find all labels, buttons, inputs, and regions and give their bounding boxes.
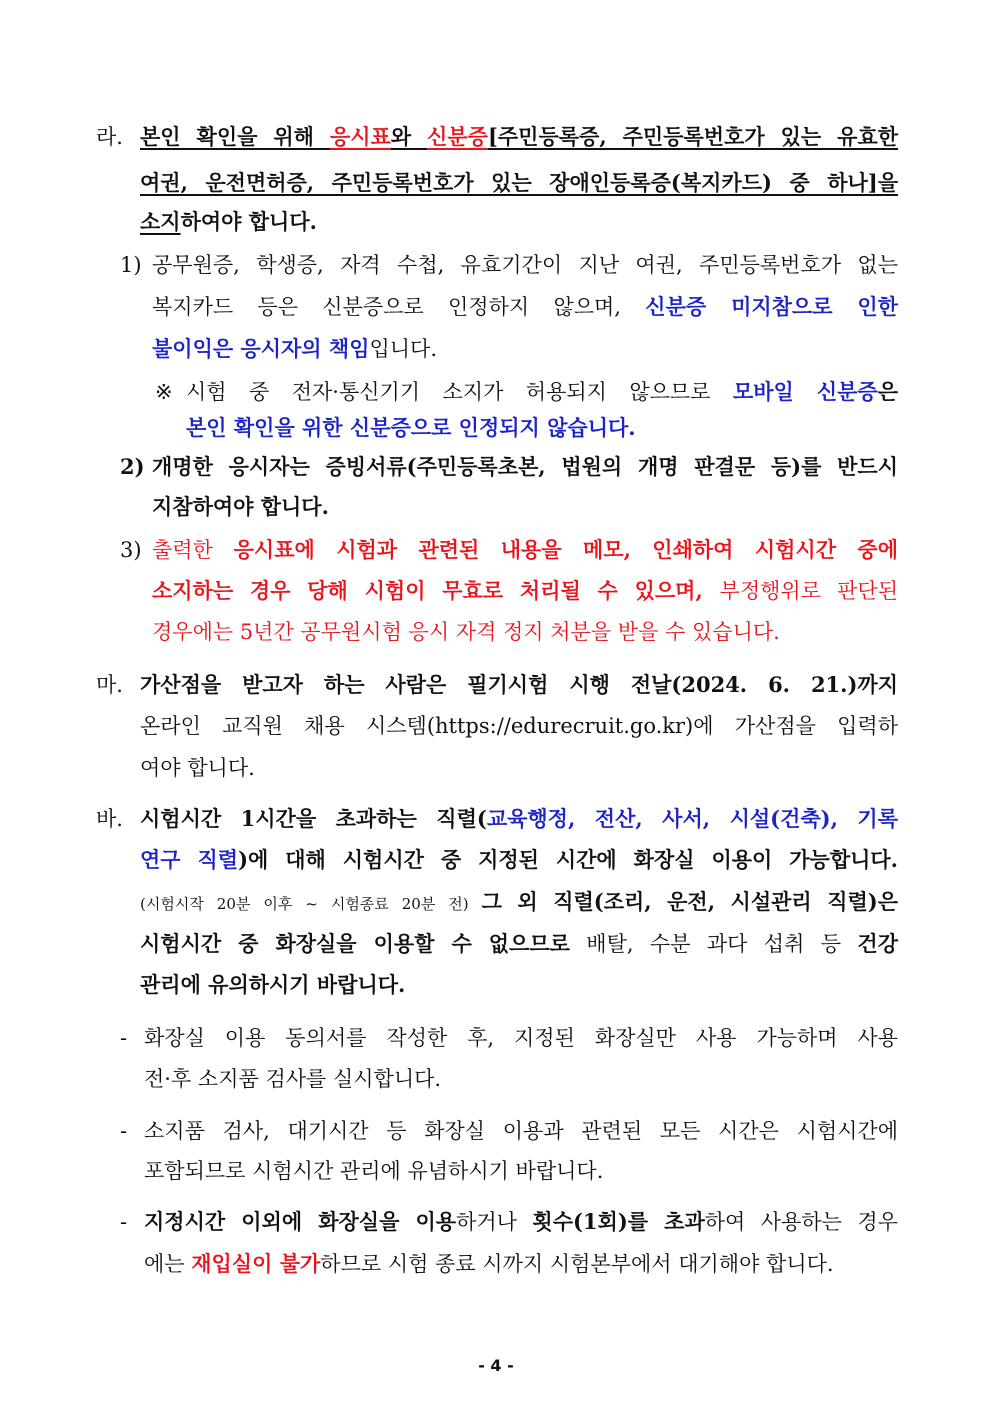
item-marker-3: 3) [120,538,142,562]
ra-item3-line-3: 경우에는 5년간 공무원시험 응시 자격 정지 처분을 받을 수 있습니다. [152,620,780,644]
ba-dash3-line-2: 에는 재입실이 불가하므로 시험 종료 시까지 시험본부에서 대기해야 합니다. [144,1251,834,1276]
ba-line-2: 연구 직렬)에 대해 시험시간 중 지정된 시간에 화장실 이용이 가능합니다. [140,847,898,872]
ba-line-3: (시험시작 20분 이후 ~ 시험종료 20분 전) 그 외 직렬(조리, 운전, 시설관리 직렬)은 [140,889,898,914]
ba-dash1-line-1: 화장실 이용 동의서를 작성한 후, 지정된 화장실만 사용 가능하며 사용 [144,1026,898,1050]
ra-item1-line-3: 불이익은 응시자의 책임입니다. [152,336,438,361]
dash-marker-3: - [120,1210,128,1234]
section-marker-ra: 라. [96,125,123,149]
ra-note-line-2: 본인 확인을 위한 신분증으로 인정되지 않습니다. [186,415,636,440]
page-number: - 4 - [478,1356,514,1375]
ba-line-1: 시험시간 1시간을 초과하는 직렬(교육행정, 전산, 사서, 시설(건축), 기록 [140,806,898,831]
ra-item3-line-2: 소지하는 경우 당해 시험이 무효로 처리될 수 있으며, 부정행위로 판단된 [152,578,898,603]
ra-item2-line-2: 지참하여야 합니다. [152,494,329,519]
dash-marker-2: - [120,1119,128,1143]
ra-line-2: 여권, 운전면허증, 주민등록번호가 있는 장애인등록증(복지카드) 중 하나]을 [140,170,898,195]
item-marker-1: 1) [120,253,142,277]
ra-item2-line-1: 개명한 응시자는 증빙서류(주민등록초본, 법원의 개명 판결문 등)를 반드시 [152,454,898,479]
ba-dash3-line-1: 지정시간 이외에 화장실을 이용하거나 횟수(1회)를 초과하여 사용하는 경우 [144,1209,898,1234]
ra-line-1: 본인 확인을 위해 응시표와 신분증[주민등록증, 주민등록번호가 있는 유효한 [140,124,899,149]
ra-item1-line-2: 복지카드 등은 신분증으로 인정하지 않으며, 신분증 미지참으로 인한 [152,294,898,319]
section-marker-ma: 마. [96,673,123,697]
note-marker: ※ [155,380,173,404]
ba-dash2-line-2: 포함되므로 시험시간 관리에 유념하시기 바랍니다. [144,1159,604,1183]
ra-note-line-1: 시험 중 전자·통신기기 소지가 허용되지 않으므로 모바일 신분증은 [186,379,898,404]
section-marker-ba: 바. [96,807,123,831]
ra-item3-line-1: 출력한 응시표에 시험과 관련된 내용을 메모, 인쇄하여 시험시간 중에 [152,537,898,562]
ra-line-3: 소지하여야 합니다. [140,209,317,234]
ba-line-5: 관리에 유의하시기 바랍니다. [140,972,406,997]
ba-dash2-line-1: 소지품 검사, 대기시간 등 화장실 이용과 관련된 모든 시간은 시험시간에 [144,1119,898,1143]
ba-dash1-line-2: 전·후 소지품 검사를 실시합니다. [144,1067,442,1091]
ma-line-2: 온라인 교직원 채용 시스템(https://edurecruit.go.kr)에 가산점을 입력하 [140,714,898,738]
dash-marker-1: - [120,1026,128,1050]
ma-line-3: 여야 합니다. [140,756,255,780]
ma-line-1: 가산점을 받고자 하는 사람은 필기시험 시행 전날(2024. 6. 21.)까지 [140,672,898,697]
item-marker-2: 2) [120,454,145,479]
ba-line-4: 시험시간 중 화장실을 이용할 수 없으므로 배탈, 수분 과다 섭취 등 건강 [140,931,898,956]
ra-item1-line-1: 공무원증, 학생증, 자격 수첩, 유효기간이 지난 여권, 주민등록번호가 없는 [152,253,898,277]
